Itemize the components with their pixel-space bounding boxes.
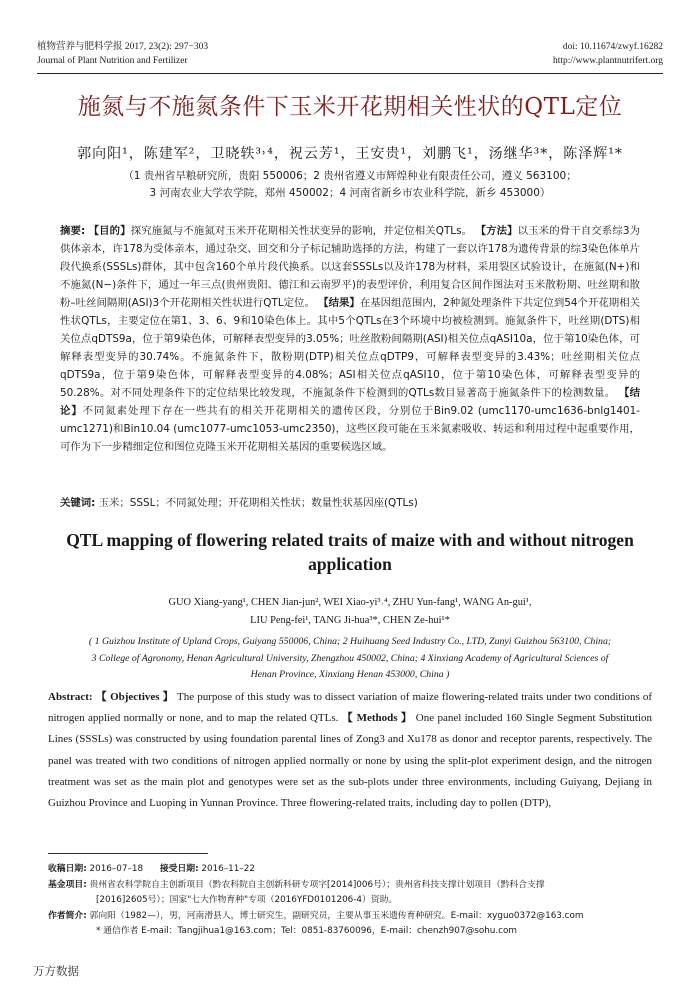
keywords-cn-text: 玉米；SSSL；不同氮处理；开花期相关性状；数量性状基因座(QTLs): [98, 497, 418, 509]
objectives-label: 【 Objectives 】: [95, 691, 174, 703]
journal-name-cn: 植物营养与肥料学报 2017, 23(2): 297−303: [37, 42, 209, 52]
abstract-cn: [60, 222, 640, 456]
watermark: 万方数据: [33, 964, 79, 978]
objective-text: 探究施氮与不施氮对玉米开花期相关性状变异的影响，并定位相关QTLs。: [130, 225, 473, 237]
methods-en-label: 【 Methods 】: [341, 712, 413, 725]
affiliations-en: [36, 634, 664, 684]
results-label: 【结果】: [318, 297, 360, 309]
authors-cn: 郭向阳¹，陈建军²，卫晓轶³˒⁴，祝云芳¹，王安贵¹，刘鹏飞¹，汤继华³*，陈泽辉¹*: [77, 146, 623, 162]
affiliation-en-line: 3 College of Agronomy, Henan Agricultural University, Zhengzhou 450002, China; 4 Xinxiang Academy of Agricultural Sciences of: [91, 652, 609, 664]
header-rule: [37, 73, 663, 74]
funding-label: 基金项目:: [48, 879, 87, 890]
author-row: [48, 909, 656, 925]
keywords-cn: [60, 494, 640, 509]
journal-name-en: Journal of Plant Nutrition and Fertilizer: [37, 56, 188, 66]
author-label: 作者简介:: [48, 910, 87, 921]
methods-label: 【方法】: [475, 225, 518, 237]
conclusion-text: 不同氮素处理下存在一些共有的相关开花期相关的遗传区段，分别位于Bin9.02 (umc1170-umc1636-bnlg1401-umc1271)和Bin10.04 (umc1077-umc1053-umc2350)，这些区段可能在玉米氮素吸收、转运和利用过程中起重要作用，可作为下一步精细定位和图位克隆玉米开花期相关基因的重要候选区域。: [60, 405, 641, 453]
title-cn: 施氮与不施氮条件下玉米开花期相关性状的QTL定位: [77, 94, 623, 120]
funding-row: [48, 878, 656, 894]
abstract-cn-label: 摘要:: [60, 225, 86, 237]
methods-text: 以玉米的骨干自交系综3为供体亲本，许178为受体亲本，通过杂交、回交和分子标记辅助选择的方法，构建了一套以许178为遗传背景的综3染色体单片段代换系(SSSLs)群体，其中包含160个单片段代换系。以这套SSSLs以及许178为材料，采用裂区试验设计，在施氮(N+)和不施氮(N−)条件下，通过一年三点(贵州贵阳、德江和云南罗平)的表型评价，利用复合区间作图法对玉米散粉期、吐丝期和散粉–吐丝间隔期(ASI)3个开花期相关性状进行QTL定位。: [60, 225, 640, 309]
authors-en: [0, 594, 700, 630]
results-text: 在基因组范围内，2种氮处理条件下共定位到54个开花期相关性状QTLs，主要定位在第1、3、6、9和10染色体上。其中5个QTLs在3个环境中均被检测到。施氮条件下，吐丝期(DTS)相关位点qDTS9a，位于第9染色体，可解释表型变异的3.05%；吐丝散粉间隔期(ASI)相关位点qASI10a，位于第10染色体，可解释表型变异的30.74%。不施氮条件下，散粉期(DTP)相关位点qDTP9，可解释表型变异的3.43%；吐丝期相关位点qDTS9a，位于第9染色体，可解释表型变异的4.08%；ASI相关位点qASI10，位于第10染色体，可解释表型变异的50.28%。对不同处理条件下的定位结果比较发现，不施氮条件下检测到的QTLs数目显著高于施氮条件下的检测数量。: [60, 297, 640, 399]
keywords-cn-label: 关键词:: [60, 497, 96, 509]
conclusion-label: 【结论】: [60, 387, 641, 417]
doi-text: doi: 10.11674/zwyf.16282: [562, 42, 663, 52]
accepted-label: 接受日期:: [159, 864, 199, 874]
received-label: 收稿日期:: [48, 864, 87, 874]
affiliation-cn-line: 3 河南农业大学农学院，郑州 450002；4 河南省新乡市农业科学院，新乡 453000）: [149, 187, 551, 199]
journal-url[interactable]: http://www.plantnutrifert.org: [552, 56, 663, 66]
abstract-en: [48, 687, 652, 814]
footnotes: [48, 862, 656, 940]
affiliation-en-line: Henan Province, Xinxiang Henan 453000, China ): [250, 669, 450, 680]
authors-en-line: LIU Peng-fei¹, TANG Ji-hua³*, CHEN Ze-hui¹*: [250, 615, 450, 626]
correspondence-text: * 通信作者 E-mail：Tangjihua1@163.com；Tel：0851-83760096，E-mail：chenzh907@sohu.com: [96, 926, 517, 936]
authors-en-line: GUO Xiang-yang¹, CHEN Jian-jun², WEI Xiao-yi³˒⁴, ZHU Yun-fang¹, WANG An-gui¹,: [168, 597, 532, 608]
objective-label: 【目的】: [88, 225, 131, 237]
methods-en-text: One panel included 160 Single Segment Substitution Lines (SSSLs) was constructed by using foundation parental lines of Zong3 and Xu178 as donor and receptor parents, respectively. The panel was treated with two conditions of nitrogen applied normally or none by using the split-plot experiment design, and the nitrogen treatment was set as the main plot and genotypes were set as the sub-plots under three environments, including Guiyang, Dejiang in Guizhou Province and Luoping in Yunnan Province. Three flowering-related traits, including day to pollen (DTP),: [48, 712, 653, 810]
affiliation-en-line: ( 1 Guizhou Institute of Upland Crops, Guiyang 550006, China; 2 Huihuang Seed Industry Co., LTD, Zunyi Guizhou 563100, China;: [88, 636, 612, 647]
title-en: QTL mapping of flowering related traits of maize with and without nitrogen application: [66, 530, 634, 574]
author-text: 郭向阳（1982—），男，河南滑县人，博士研究生，副研究员，主要从事玉米遗传育种研究。E-mail：xyguo0372@163.com: [89, 910, 584, 921]
objectives-text: The purpose of this study was to dissect variation of maize flowering-related traits under two conditions of nitrogen applied normally or none, and to map the related QTLs.: [48, 691, 653, 725]
doi-info: [553, 40, 663, 68]
accepted-date: 2016–11–22: [201, 864, 255, 874]
affiliations-cn: [0, 168, 700, 202]
affiliation-cn-line: （1 贵州省旱粮研究所，贵阳 550006；2 贵州省遵义市辉煌种业有限责任公司，遵义 563100；: [123, 170, 577, 182]
funding-text-cont: [2016]2605号）；国家"七大作物育种"专项（2016YFD0101206-4）资助。: [96, 895, 398, 905]
journal-info: [37, 40, 208, 68]
dates-row: [48, 862, 656, 878]
funding-text: 贵州省农科学院自主创新项目（黔农科院自主创新科研专项字[2014]006号）；贵州省科技支撑计划项目（黔科合支撑: [89, 879, 545, 890]
abstract-en-label: Abstract:: [48, 691, 93, 703]
footnote-rule: [48, 853, 208, 854]
received-date: 2016–07–18: [89, 864, 144, 874]
